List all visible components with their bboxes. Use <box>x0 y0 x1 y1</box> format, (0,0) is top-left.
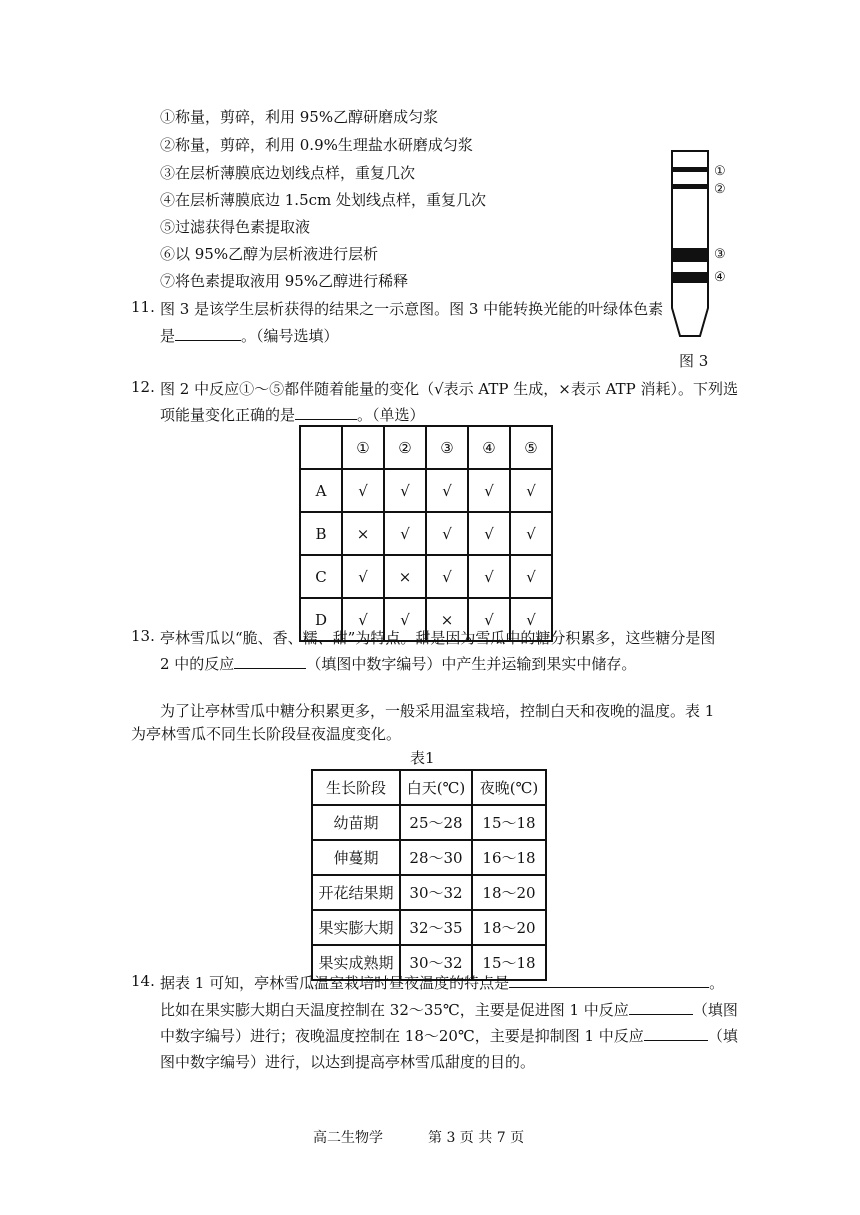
q14-answer-blank-3[interactable] <box>644 1026 708 1041</box>
band-3 <box>672 248 708 262</box>
table-cell: √ <box>468 469 510 512</box>
q13-answer-blank[interactable] <box>234 654 306 669</box>
table-row <box>300 426 552 469</box>
table-cell: × <box>342 512 384 555</box>
q11-number: 11. <box>131 298 155 316</box>
table-cell: 15～18 <box>472 945 546 980</box>
tube-outline <box>672 151 708 336</box>
table-cell: 30～32 <box>400 875 472 910</box>
chromatography-tube-figure <box>660 148 720 343</box>
table-cell: 16～18 <box>472 840 546 875</box>
step-4: ④在层析薄膜底边 1.5cm 处划线点样，重复几次 <box>160 191 487 209</box>
table-row <box>312 875 546 910</box>
table-cell: √ <box>510 512 552 555</box>
step-6: ⑥以 95%乙醇为层析液进行层析 <box>160 245 379 263</box>
table-cell: √ <box>468 555 510 598</box>
q11-line2: 是 。（编号选填） <box>160 327 339 345</box>
table-cell: √ <box>426 469 468 512</box>
table-cell: √ <box>342 469 384 512</box>
step-7: ⑦将色素提取液用 95%乙醇进行稀释 <box>160 272 409 290</box>
table-cell: √ <box>342 598 384 641</box>
band-label-1: ① <box>714 164 726 179</box>
table-cell: √ <box>342 555 384 598</box>
table-cell: 果实膨大期 <box>312 910 400 945</box>
table-cell: √ <box>468 512 510 555</box>
table-cell: √ <box>468 598 510 641</box>
table-cell: 伸蔓期 <box>312 840 400 875</box>
table-cell: ③ <box>426 426 468 469</box>
table-row <box>300 555 552 598</box>
figure3-caption: 图 3 <box>679 352 709 370</box>
table-row <box>300 469 552 512</box>
table-cell: 18～20 <box>472 910 546 945</box>
table-cell: √ <box>426 512 468 555</box>
q14-answer-blank-2[interactable] <box>629 1000 693 1015</box>
table-cell: × <box>426 598 468 641</box>
table-cell: C <box>300 555 342 598</box>
table-cell: 25～28 <box>400 805 472 840</box>
table1-caption: 表1 <box>410 749 435 767</box>
step-5: ⑤过滤获得色素提取液 <box>160 218 311 236</box>
table-row <box>312 910 546 945</box>
table-cell: √ <box>426 555 468 598</box>
q14-line3: 中数字编号）进行；夜晚温度控制在 18～20℃，主要是抑制图 1 中反应 （填 <box>160 1027 738 1045</box>
table-header-cell: 白天(℃) <box>400 770 472 805</box>
table-header-cell: 生长阶段 <box>312 770 400 805</box>
table-cell: A <box>300 469 342 512</box>
table-cell: B <box>300 512 342 555</box>
q13-number: 13. <box>131 627 155 645</box>
q14-line4: 图中数字编号）进行，以达到提高亭林雪瓜甜度的目的。 <box>160 1053 536 1071</box>
table-cell: 幼苗期 <box>312 805 400 840</box>
energy-options-table <box>299 425 553 642</box>
table-cell: 30～32 <box>400 945 472 980</box>
table-cell: 果实成熟期 <box>312 945 400 980</box>
table-cell: ② <box>384 426 426 469</box>
footer-page-number: 第 3 页 共 7 页 <box>428 1130 525 1146</box>
table-cell: 开花结果期 <box>312 875 400 910</box>
table-cell: 32～35 <box>400 910 472 945</box>
table-cell: ④ <box>468 426 510 469</box>
table-row <box>312 770 546 805</box>
q12-line1: 图 2 中反应①～⑤都伴随着能量的变化（√表示 ATP 生成，×表示 ATP 消耗）。下列选 <box>160 380 739 398</box>
step-1: ①称量，剪碎，利用 95%乙醇研磨成匀浆 <box>160 108 439 126</box>
q11-line1: 图 3 是该学生层析获得的结果之一示意图。图 3 中能转换光能的叶绿体色素 <box>160 300 664 318</box>
band-2 <box>672 184 708 189</box>
intro-line1: 为了让亭林雪瓜中糖分积累更多，一般采用温室栽培，控制白天和夜晚的温度。表 1 <box>160 702 715 720</box>
q14-line2: 比如在果实膨大期白天温度控制在 32～35℃，主要是促进图 1 中反应 （填图 <box>160 1001 738 1019</box>
table-cell: √ <box>510 469 552 512</box>
table-row <box>312 840 546 875</box>
temperature-table <box>311 769 547 981</box>
table-cell: 18～20 <box>472 875 546 910</box>
table-header-cell: 夜晚(℃) <box>472 770 546 805</box>
q14-line1: 据表 1 可知，亭林雪瓜温室栽培时昼夜温度的特点是 。 <box>160 974 725 992</box>
table-cell: 28～30 <box>400 840 472 875</box>
q12-answer-blank[interactable] <box>295 405 357 420</box>
band-label-2: ② <box>714 182 726 197</box>
table-cell: ⑤ <box>510 426 552 469</box>
intro-line2: 为亭林雪瓜不同生长阶段昼夜温度变化。 <box>131 725 402 743</box>
band-label-4: ④ <box>714 270 726 285</box>
band-1 <box>672 167 708 172</box>
q11-answer-blank[interactable] <box>175 326 241 341</box>
table-row <box>312 805 546 840</box>
q14-number: 14. <box>131 972 155 990</box>
table-cell: ① <box>342 426 384 469</box>
table-cell: √ <box>510 555 552 598</box>
table-cell: √ <box>384 512 426 555</box>
band-4 <box>672 272 708 283</box>
footer-subject: 高二生物学 <box>313 1130 383 1146</box>
table-cell: √ <box>384 469 426 512</box>
step-2: ②称量，剪碎，利用 0.9%生理盐水研磨成匀浆 <box>160 136 473 154</box>
q13-line1: 亭林雪瓜以“脆、香、糯、甜”为特点。甜是因为雪瓜中的糖分积累多，这些糖分是图 <box>160 629 716 647</box>
q13-line2: 2 中的反应 （填图中数字编号）中产生并运输到果实中储存。 <box>160 655 637 673</box>
q14-answer-blank-1[interactable] <box>509 973 709 988</box>
table-cell: √ <box>384 598 426 641</box>
step-3: ③在层析薄膜底边划线点样，重复几次 <box>160 164 416 182</box>
table-cell: √ <box>510 598 552 641</box>
table-cell: D <box>300 598 342 641</box>
table-cell: 15～18 <box>472 805 546 840</box>
table-row <box>300 512 552 555</box>
q12-number: 12. <box>131 378 155 396</box>
table-cell <box>300 426 342 469</box>
band-label-3: ③ <box>714 247 726 262</box>
q12-line2: 项能量变化正确的是 。（单选） <box>160 406 425 424</box>
table-cell: × <box>384 555 426 598</box>
